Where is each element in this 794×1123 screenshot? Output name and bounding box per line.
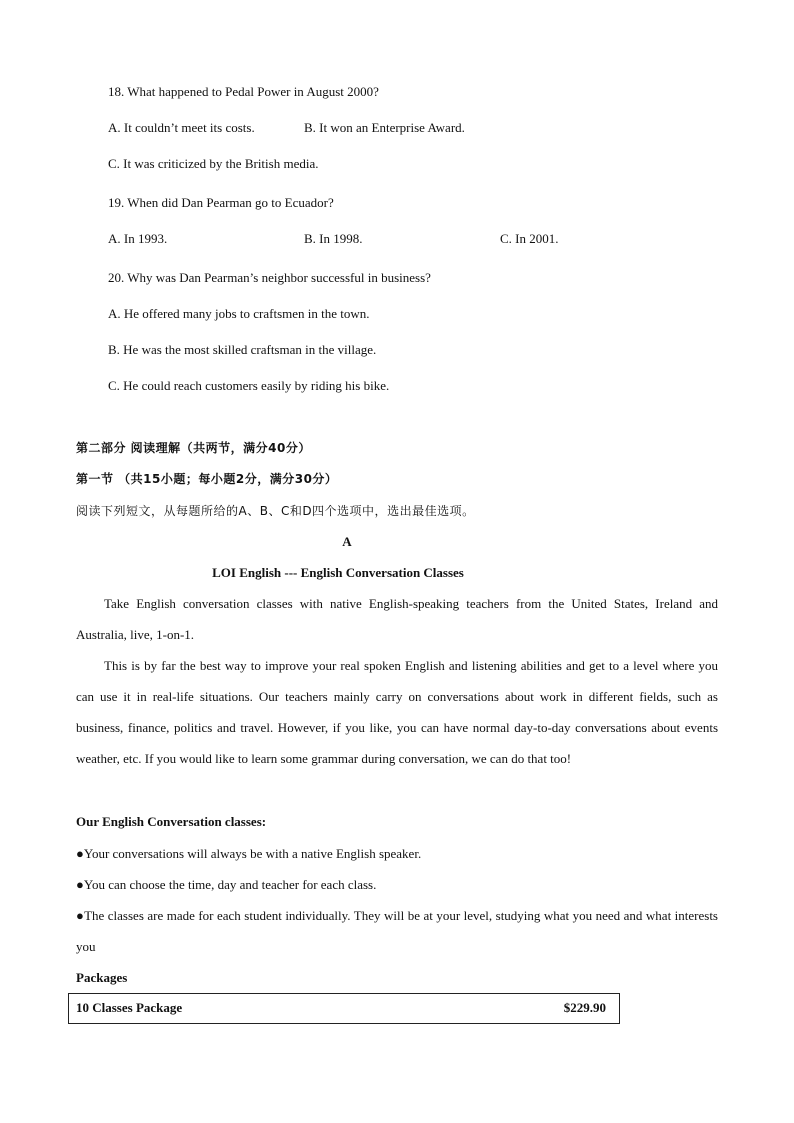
classes-heading: Our English Conversation classes: <box>76 814 267 829</box>
question-19-stem: 19. When did Dan Pearman go to Ecuador? <box>108 195 334 210</box>
package-row <box>68 993 620 1024</box>
question-19-option-a: A. In 1993. <box>108 231 168 246</box>
reading-instruction: 阅读下列短文，从每题所给的A、B、C和D四个选项中，选出最佳选项。 <box>76 504 475 518</box>
question-18-option-c: C. It was criticized by the British media. <box>108 156 319 171</box>
package-name: 10 Classes Package <box>76 1000 183 1015</box>
question-20-option-a: A. He offered many jobs to craftsmen in the town. <box>108 306 370 321</box>
question-18-stem: 18. What happened to Pedal Power in August 2000? <box>108 84 379 99</box>
question-19-option-c: C. In 2001. <box>500 231 559 246</box>
section-one-title: 第一节 （共15小题；每小题2分，满分30分） <box>76 472 338 486</box>
passage-title: LOI English --- English Conversation Classes <box>212 565 464 580</box>
question-19-option-b: B. In 1998. <box>304 231 363 246</box>
package-price: $229.90 <box>563 1000 606 1015</box>
packages-heading: Packages <box>76 970 128 985</box>
passage-paragraph-1 <box>76 588 718 650</box>
passage-paragraph-2-text: This is by far the best way to improve your real spoken English and listening abilities and get to a level where you can use it in real-life situations. Our teachers mainly carry on conversations about work in different fields, such as business, finance, politics and travel. However, if you like, you can have normal day-to-day conversations about events weather, etc. If you would like to learn some grammar during conversation, we can do that too! <box>76 658 718 766</box>
bullet-item-3: ●The classes are made for each student individually. They will be at your level, studying what you need and what interests you <box>76 908 718 954</box>
question-18-option-b: B. It won an Enterprise Award. <box>304 120 465 135</box>
question-20-option-c: C. He could reach customers easily by riding his bike. <box>108 378 390 393</box>
question-20-option-b: B. He was the most skilled craftsman in the village. <box>108 342 377 357</box>
bullet-item-1: ●Your conversations will always be with a native English speaker. <box>76 846 422 861</box>
passage-paragraph-2 <box>76 650 718 774</box>
question-20-stem: 20. Why was Dan Pearman’s neighbor successful in business? <box>108 270 431 285</box>
bullet-item-2: ●You can choose the time, day and teacher for each class. <box>76 877 377 892</box>
passage-paragraph-1-text: Take English conversation classes with native English-speaking teachers from the United States, Ireland and Australia, live, 1-on-1. <box>76 596 718 642</box>
passage-label: A <box>342 534 352 549</box>
question-18-option-a: A. It couldn’t meet its costs. <box>108 120 255 135</box>
part-two-title: 第二部分 阅读理解（共两节，满分40分） <box>76 441 311 455</box>
